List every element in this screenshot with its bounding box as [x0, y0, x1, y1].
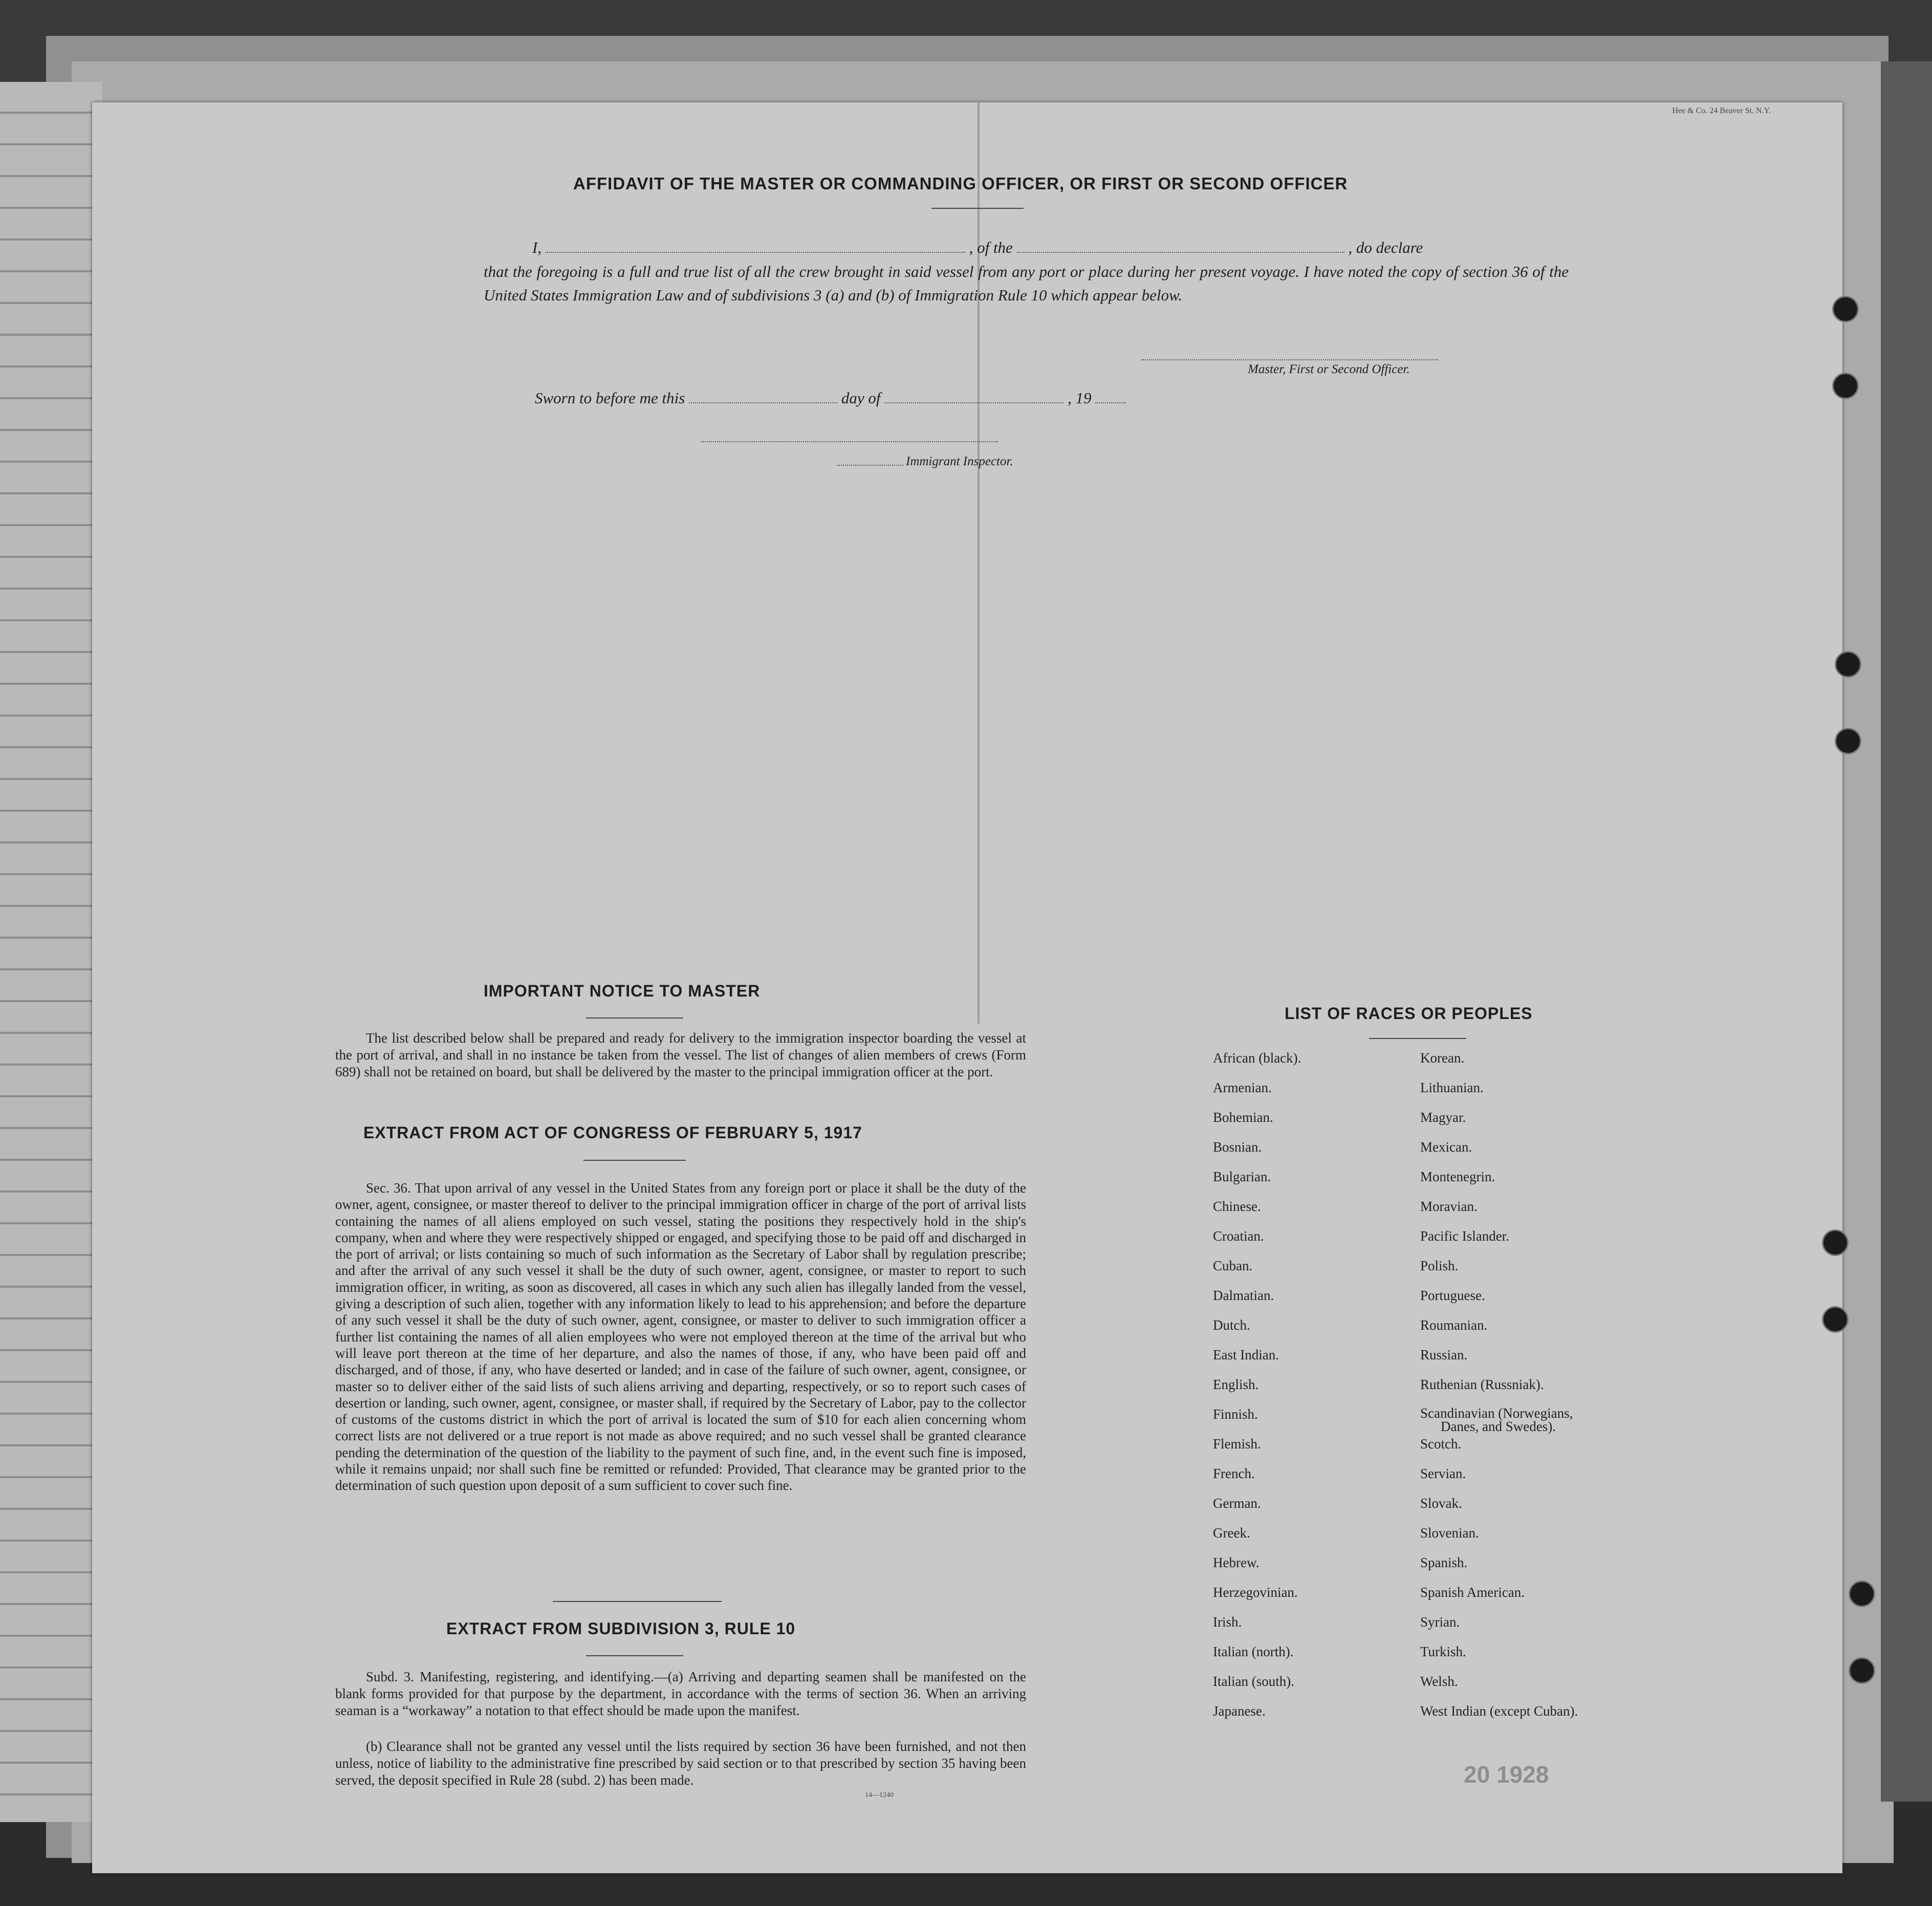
race-label: French. — [1213, 1466, 1255, 1481]
race-label: Pacific Islander. — [1420, 1228, 1509, 1244]
affidavit-line-1 — [532, 239, 1423, 257]
race-item — [1420, 1555, 1578, 1585]
race-item — [1213, 1525, 1301, 1555]
race-item — [1420, 1169, 1578, 1199]
race-label: Dutch. — [1213, 1317, 1250, 1333]
label-i: I, — [532, 239, 542, 256]
race-label: Croatian. — [1213, 1228, 1264, 1244]
race-label: Turkish. — [1420, 1644, 1466, 1659]
race-item — [1213, 1585, 1301, 1614]
race-label: Bulgarian. — [1213, 1169, 1271, 1184]
race-item — [1420, 1139, 1578, 1169]
race-item — [1213, 1050, 1301, 1080]
rule10-underline — [586, 1655, 683, 1656]
affidavit-body: that the foregoing is a full and true list of all the crew brought in said vessel from any port or place during her present voyage. I have noted the copy of section 36 of the United States Immigration Law and of subdivisions 3 (a) and (b) of Immigration Rule 10 which appear below. — [484, 263, 1569, 304]
title-underline — [931, 208, 1024, 209]
binder-hole — [1849, 1657, 1875, 1684]
sworn-prefix: Sworn to before me this — [535, 389, 685, 407]
notice-body: The list described below shall be prepared and ready for delivery to the immigration inspector boarding the vessel at the port of arrival, and shall in no instance be taken from the vessel. The list of changes of alien members of crews (Form 689) shall not be retained on board, but shall be delivered by the master to the principal immigration officer at the port. — [335, 1030, 1026, 1079]
race-label: Syrian. — [1420, 1614, 1460, 1630]
race-item — [1420, 1258, 1578, 1288]
race-item — [1420, 1674, 1578, 1703]
race-item — [1213, 1169, 1301, 1199]
race-label: Irish. — [1213, 1614, 1242, 1630]
race-item — [1213, 1644, 1301, 1674]
sworn-year-blank — [1095, 400, 1126, 403]
race-item — [1420, 1288, 1578, 1317]
sworn-day-blank — [689, 400, 837, 403]
races-left-column — [1213, 1050, 1301, 1733]
race-item — [1213, 1614, 1301, 1644]
race-item — [1420, 1377, 1578, 1406]
race-item — [1213, 1406, 1301, 1436]
race-item — [1213, 1228, 1301, 1258]
race-label: Welsh. — [1420, 1674, 1458, 1689]
binder-hole — [1832, 296, 1859, 322]
race-item — [1420, 1080, 1578, 1110]
binder-hole — [1835, 728, 1861, 754]
race-item — [1420, 1317, 1578, 1347]
rule10-para-a: Subd. 3. Manifesting, registering, and identifying.—(a) Arriving and departing seamen shall be manifested on the blank forms provided for that purpose by the department, in accordance with the terms of section 36. When an arriving seaman is a “workaway” a notation to that effect should be made upon the manifest. — [335, 1669, 1026, 1718]
label-do-declare: , do declare — [1348, 239, 1423, 256]
binder-hole — [1832, 373, 1859, 399]
binder-hole — [1822, 1306, 1849, 1333]
race-item — [1420, 1406, 1578, 1436]
form-number: 14—1240 — [865, 1791, 894, 1799]
name-blank — [546, 250, 965, 253]
race-item — [1213, 1080, 1301, 1110]
race-label: Bosnian. — [1213, 1139, 1262, 1155]
race-label: Portuguese. — [1420, 1288, 1485, 1303]
race-item — [1420, 1199, 1578, 1228]
inspector-signature-line-short — [837, 464, 903, 466]
races-right-column — [1420, 1050, 1578, 1733]
race-label: Servian. — [1420, 1466, 1466, 1481]
notice-title: IMPORTANT NOTICE TO MASTER — [484, 982, 761, 1000]
sworn-line — [535, 389, 1126, 407]
race-item — [1420, 1228, 1578, 1258]
race-item — [1213, 1199, 1301, 1228]
race-label: Slovak. — [1420, 1496, 1462, 1511]
inspector-label: Immigrant Inspector. — [906, 454, 1013, 468]
race-item — [1420, 1347, 1578, 1377]
left-page-edge — [0, 82, 102, 1822]
race-item — [1420, 1703, 1578, 1733]
race-item — [1420, 1110, 1578, 1139]
sworn-year-label: , 19 — [1067, 389, 1092, 407]
right-page-edge — [1881, 61, 1932, 1802]
race-item — [1213, 1110, 1301, 1139]
date-stamp: 20 1928 — [1464, 1761, 1549, 1788]
race-label: Hebrew. — [1213, 1555, 1260, 1570]
race-item — [1213, 1555, 1301, 1585]
race-item — [1213, 1496, 1301, 1525]
master-signature-label: Master, First or Second Officer. — [1248, 362, 1410, 376]
race-item — [1420, 1525, 1578, 1555]
race-item — [1420, 1644, 1578, 1674]
race-item — [1213, 1674, 1301, 1703]
printer-imprint: Hee & Co. 24 Beaver St. N.Y. — [1672, 106, 1771, 115]
races-title: LIST OF RACES OR PEOPLES — [1285, 1004, 1533, 1023]
race-label: English. — [1213, 1377, 1259, 1392]
race-label: Dalmatian. — [1213, 1288, 1274, 1303]
race-item — [1420, 1496, 1578, 1525]
race-label: Polish. — [1420, 1258, 1459, 1273]
race-item — [1213, 1139, 1301, 1169]
race-item — [1213, 1347, 1301, 1377]
race-item — [1420, 1436, 1578, 1466]
master-signature-line — [1141, 358, 1438, 360]
race-label: Ruthenian (Russniak). — [1420, 1377, 1544, 1392]
race-label: Roumanian. — [1420, 1317, 1488, 1333]
race-item — [1420, 1466, 1578, 1496]
race-label: Spanish. — [1420, 1555, 1468, 1570]
race-label: Japanese. — [1213, 1703, 1266, 1719]
race-label: Montenegrin. — [1420, 1169, 1495, 1184]
race-label: Italian (south). — [1213, 1674, 1294, 1689]
act-underline — [583, 1160, 686, 1161]
race-label: Flemish. — [1213, 1436, 1261, 1452]
act-title: EXTRACT FROM ACT OF CONGRESS OF FEBRUARY 5, 1917 — [363, 1123, 862, 1142]
act-end-rule — [553, 1601, 722, 1602]
race-label: Herzegovinian. — [1213, 1585, 1298, 1600]
race-label: Russian. — [1420, 1347, 1468, 1362]
race-label: German. — [1213, 1496, 1261, 1511]
act-body: Sec. 36. That upon arrival of any vessel in the United States from any foreign port or place it shall be the duty of the owner, agent, consignee, or master thereof to deliver to the principal immigration officer in charge of the port of arrival lists containing the names of all aliens employed on such vessel, stating the positions they respectively hold in the ship's company, when and where they were respectively shipped or engaged, and specifying those to be paid off and discharged in the port of arrival; or lists containing so much of such information as the Secretary of Labor shall by regulation prescribe; and after the arrival of any such vessel it shall be the duty of such owner, agent, consignee, or master to report to such immigration officer, in writing, as soon as discovered, all cases in which any such alien has illegally landed from the vessel, giving a description of such alien, together with any information likely to lead to his apprehension; and before the departure of any such vessel it shall be the duty of such owner, agent, consignee, or master to deliver to such immigration officer a further list containing the names of all alien employees who were not employed thereon at the time of the arrival but who will leave port thereon at the time of her departure, and also the names of those, if any, who have been paid off and discharged, and of those, if any, who have deserted or landed; and in case of the failure of such owner, agent, consignee, or master so to deliver either of the said lists of such aliens arriving and departing, respectively, or so to report such cases of desertion or landing, such owner, agent, consignee, or master shall, if required by the Secretary of Labor, pay to the collector of customs of the customs district in which the port of arrival is located the sum of $10 for each alien concerning whom correct lists are not delivered or a true report is not made as above required; and no such vessel shall be granted clearance pending the determination of the question of the liability to the payment of such fine, and, in the event such fine is imposed, while it remains unpaid; nor shall such fine be remitted or refunded: Provided, That clearance may be granted prior to the determination of such question upon deposit of a sum sufficient to cover such fine. — [335, 1180, 1026, 1493]
rule10-para-b: (b) Clearance shall not be granted any vessel until the lists required by section 36 have been furnished, and not then unless, notice of liability to the administrative fine prescribed by said section or to that prescribed by section 35 having been served, the deposit specified in Rule 28 (subd. 2) has been made. — [335, 1739, 1026, 1788]
race-label: Bohemian. — [1213, 1110, 1273, 1125]
race-label-continued: Danes, and Swedes). — [1441, 1419, 1556, 1434]
race-label: Spanish American. — [1420, 1585, 1525, 1600]
race-label: Slovenian. — [1420, 1525, 1479, 1541]
race-item — [1213, 1466, 1301, 1496]
race-item — [1213, 1317, 1301, 1347]
rule10-title: EXTRACT FROM SUBDIVISION 3, RULE 10 — [446, 1619, 796, 1638]
race-label: East Indian. — [1213, 1347, 1279, 1362]
race-item — [1213, 1288, 1301, 1317]
label-of-the: , of the — [969, 239, 1013, 256]
race-label: Moravian. — [1420, 1199, 1478, 1214]
vessel-blank — [1017, 250, 1344, 253]
race-label: African (black). — [1213, 1050, 1301, 1066]
race-label: Armenian. — [1213, 1080, 1272, 1095]
race-label: Scotch. — [1420, 1436, 1462, 1452]
binder-hole — [1822, 1229, 1849, 1256]
race-label: Magyar. — [1420, 1110, 1466, 1125]
race-label: Chinese. — [1213, 1199, 1261, 1214]
sworn-day-label: day of — [841, 389, 881, 407]
manifest-page — [92, 102, 1842, 1873]
race-label: West Indian (except Cuban). — [1420, 1703, 1578, 1719]
races-underline — [1369, 1038, 1466, 1039]
race-item — [1213, 1436, 1301, 1466]
race-item — [1420, 1585, 1578, 1614]
binder-hole — [1835, 651, 1861, 678]
affidavit-title: AFFIDAVIT OF THE MASTER OR COMMANDING OFFICER, OR FIRST OR SECOND OFFICER — [573, 174, 1348, 193]
binder-hole — [1849, 1580, 1875, 1607]
inspector-signature-line — [701, 440, 998, 442]
race-item — [1213, 1703, 1301, 1733]
notice-underline — [586, 1017, 683, 1019]
race-label: Lithuanian. — [1420, 1080, 1484, 1095]
race-item — [1213, 1258, 1301, 1288]
race-label: Mexican. — [1420, 1139, 1472, 1155]
race-item — [1420, 1614, 1578, 1644]
sworn-month-blank — [884, 400, 1063, 403]
race-label: Korean. — [1420, 1050, 1465, 1066]
race-item — [1213, 1377, 1301, 1406]
race-label: Greek. — [1213, 1525, 1250, 1541]
race-label: Finnish. — [1213, 1406, 1258, 1422]
race-label: Cuban. — [1213, 1258, 1253, 1273]
race-label: Italian (north). — [1213, 1644, 1294, 1659]
race-label: Scandinavian (Norwegians, — [1420, 1405, 1573, 1421]
race-item — [1420, 1050, 1578, 1080]
